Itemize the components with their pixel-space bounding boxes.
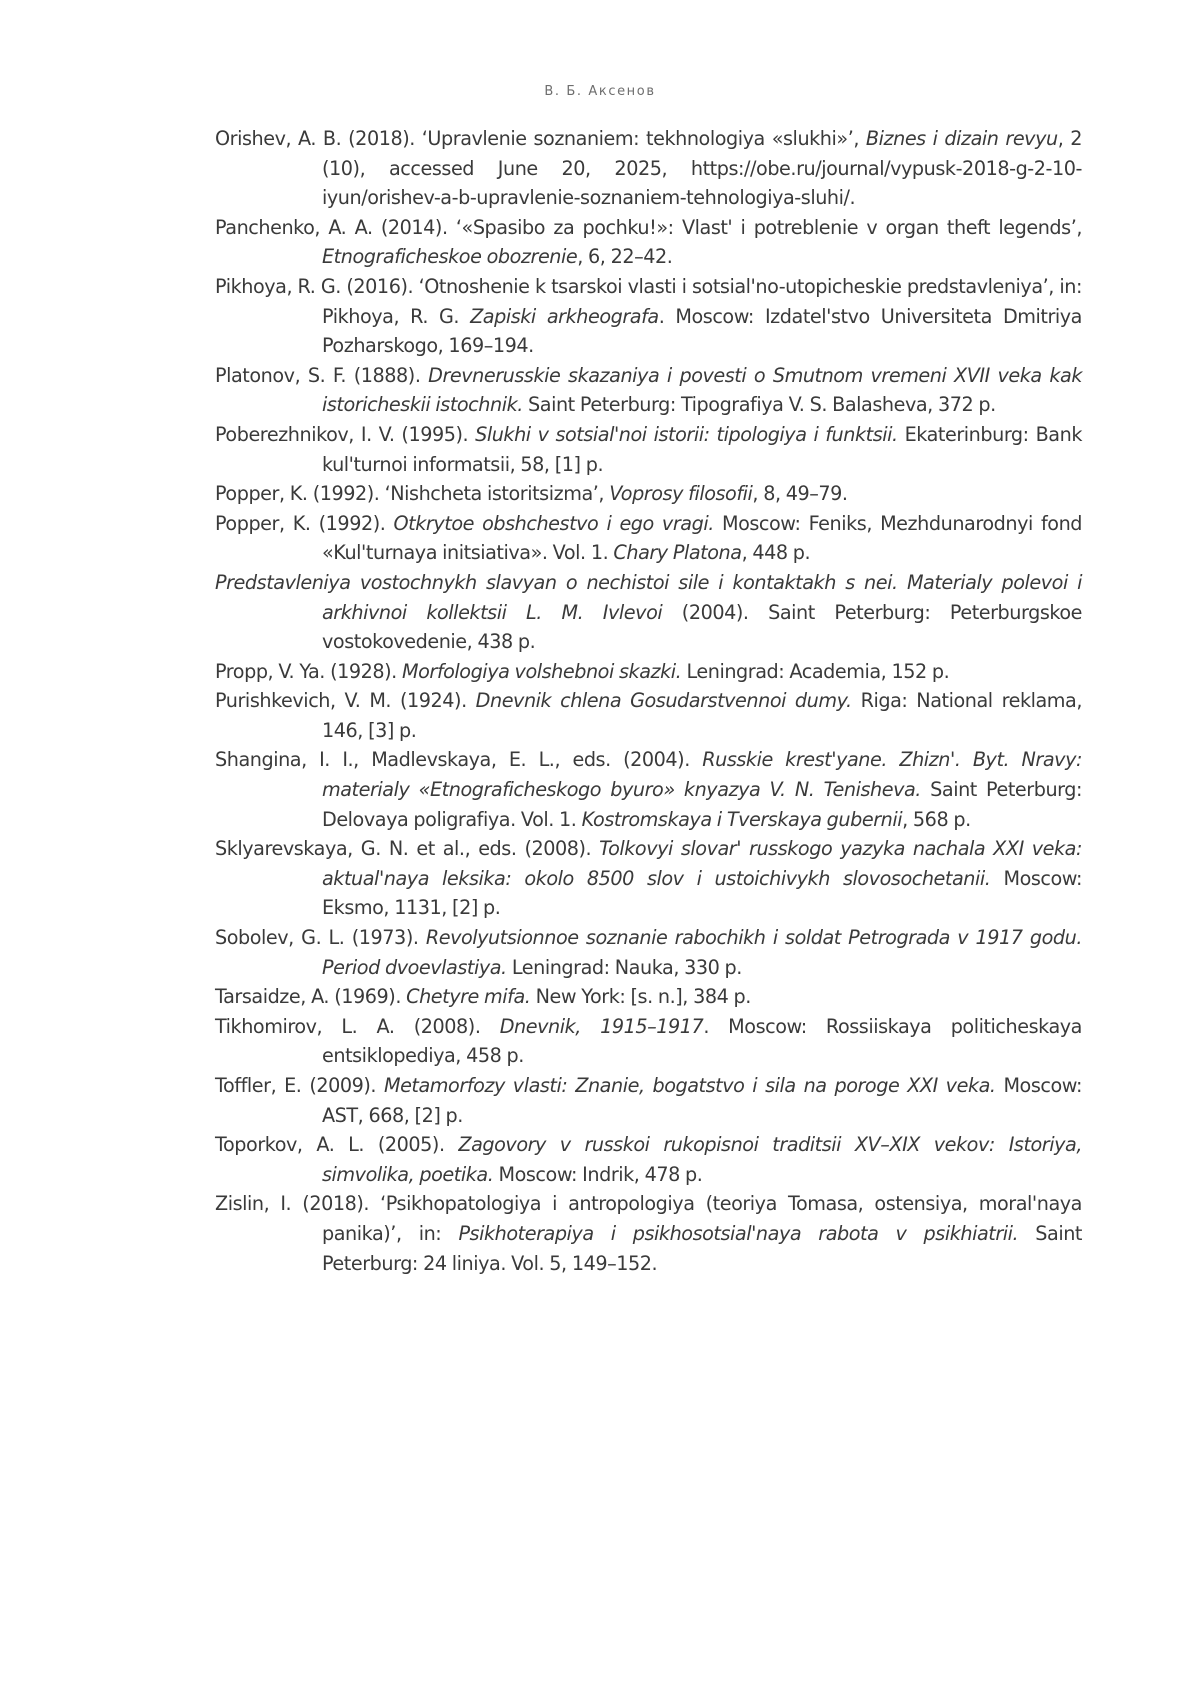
- reference-text: Riga: National reklama, 146, [3] p.: [322, 689, 1082, 742]
- reference-entry: [215, 834, 1082, 923]
- document-page: [0, 0, 1200, 1686]
- reference-title: Biznes i dizain revyu: [866, 127, 1058, 150]
- running-header: В. Б. Аксенов: [0, 84, 1200, 99]
- reference-title: Chary Platona: [613, 541, 741, 564]
- reference-title: Revolyutsionnoe soznanie rabochikh i soldat Petrograda v 1917 godu. Period dvoevlastiya.: [322, 926, 1082, 979]
- reference-text: Platonov, S. F. (1888).: [215, 364, 428, 387]
- reference-text: Tikhomirov, L. A. (2008).: [215, 1015, 500, 1038]
- reference-text: . Moscow: Izdatel'stvo Universiteta Dmitriya Pozharskogo, 169–194.: [322, 305, 1082, 358]
- reference-text: Toffler, E. (2009).: [215, 1074, 384, 1097]
- reference-entry: [215, 361, 1082, 420]
- reference-entry: [215, 124, 1082, 213]
- reference-title: Russkie krest'yane. Zhizn'. Byt. Nravy: materialy «Etnograficheskogo byuro» knyazya V. N. Tenisheva.: [322, 748, 1082, 801]
- reference-title: Drevnerusskie skazaniya i povesti o Smutnom vremeni XVII veka kak istoricheskii istochnik.: [322, 364, 1082, 417]
- reference-title: Tolkovyi slovar' russkogo yazyka nachala XXI veka: aktual'naya leksika: okolo 8500 slov i ustoichivykh slovosochetanii.: [322, 837, 1082, 890]
- reference-text: Popper, K. (1992). ‘Nishcheta istoritsizma’,: [215, 482, 609, 505]
- reference-title: Zapiski arkheografa: [470, 305, 659, 328]
- reference-text: Moscow: AST, 668, [2] p.: [322, 1074, 1082, 1127]
- reference-title: Otkrytoe obshchestvo i ego vragi.: [394, 512, 714, 535]
- reference-title: Predstavleniya vostochnykh slavyan o nechistoi sile i kontaktakh s nei. Materialy polevoi i arkhivnoi kollektsii L. M. Ivlevoi: [215, 571, 1082, 624]
- reference-text: Saint Peterburg: Delovaya poligrafiya. Vol. 1.: [322, 778, 1082, 831]
- reference-entry: [215, 686, 1082, 745]
- reference-title: Morfologiya volshebnoi skazki.: [402, 660, 681, 683]
- reference-text: Shangina, I. I., Madlevskaya, E. L., eds. (2004).: [215, 748, 702, 771]
- reference-text: Pikhoya, R. G. (2016). ‘Otnoshenie k tsarskoi vlasti i sotsial'no-utopicheskie predstavleniya’, in: Pikhoya, R. G.: [215, 275, 1082, 328]
- reference-title: Etnograficheskoe obozrenie: [322, 245, 577, 268]
- reference-text: Zislin, I. (2018). ‘Psikhopatologiya i antropologiya (teoriya Tomasa, ostensiya, moral'naya panika)’, in:: [215, 1192, 1082, 1245]
- reference-text: Orishev, A. B. (2018). ‘Upravlenie soznaniem: tekhnologiya «slukhi»’,: [215, 127, 866, 150]
- reference-entry: [215, 1071, 1082, 1130]
- reference-title: Dnevnik, 1915–1917: [500, 1015, 704, 1038]
- reference-text: Purishkevich, V. M. (1924).: [215, 689, 476, 712]
- reference-text: Sobolev, G. L. (1973).: [215, 926, 426, 949]
- reference-text: Tarsaidze, A. (1969).: [215, 985, 406, 1008]
- reference-title: Zagovory v russkoi rukopisnoi traditsii XV–XIX vekov: Istoriya, simvolika, poetika.: [322, 1133, 1082, 1186]
- reference-text: Poberezhnikov, I. V. (1995).: [215, 423, 475, 446]
- reference-text: , 6, 22–42.: [577, 245, 672, 268]
- reference-text: Sklyarevskaya, G. N. et al., eds. (2008).: [215, 837, 599, 860]
- reference-title: Voprosy filosofii: [609, 482, 752, 505]
- reference-text: , 568 p.: [902, 808, 971, 831]
- reference-entry: [215, 568, 1082, 657]
- reference-text: Leningrad: Academia, 152 p.: [681, 660, 949, 683]
- reference-text: Moscow: Feniks, Mezhdunarodnyi fond «Kul'turnaya initsiativa». Vol. 1.: [322, 512, 1082, 565]
- reference-list: [215, 124, 1082, 1278]
- reference-title: Psikhoterapiya i psikhosotsial'naya rabota v psikhiatrii.: [458, 1222, 1018, 1245]
- reference-text: , 2 (10), accessed June 20, 2025, https://obe.ru/journal/vypusk-2018-g-2-10-iyun/orishev-a-b-upravlenie-soznaniem-tehnologiya-sluhi/.: [322, 127, 1082, 209]
- reference-entry: [215, 420, 1082, 479]
- reference-text: Moscow: Indrik, 478 p.: [493, 1163, 702, 1186]
- reference-entry: [215, 1189, 1082, 1278]
- reference-text: , 8, 49–79.: [752, 482, 847, 505]
- reference-entry: [215, 745, 1082, 834]
- reference-text: Popper, K. (1992).: [215, 512, 394, 535]
- reference-text: Propp, V. Ya. (1928).: [215, 660, 402, 683]
- reference-text: Saint Peterburg: Tipografiya V. S. Balasheva, 372 p.: [523, 393, 996, 416]
- reference-text: Saint Peterburg: 24 liniya. Vol. 5, 149–152.: [322, 1222, 1082, 1275]
- reference-text: Toporkov, A. L. (2005).: [215, 1133, 458, 1156]
- reference-text: , 448 p.: [742, 541, 811, 564]
- reference-entry: [215, 479, 1082, 509]
- reference-text: Moscow: Eksmo, 1131, [2] p.: [322, 867, 1082, 920]
- reference-entry: [215, 982, 1082, 1012]
- reference-title: Chetyre mifa.: [406, 985, 530, 1008]
- reference-entry: [215, 657, 1082, 687]
- reference-entry: [215, 1130, 1082, 1189]
- reference-entry: [215, 213, 1082, 272]
- reference-text: Panchenko, A. A. (2014). ‘«Spasibo za pochku!»: Vlast' i potreblenie v organ theft legends’,: [215, 216, 1082, 239]
- reference-title: Slukhi v sotsial'noi istorii: tipologiya i funktsii.: [475, 423, 898, 446]
- reference-title: Metamorfozy vlasti: Znanie, bogatstvo i sila na poroge XXI veka.: [384, 1074, 996, 1097]
- reference-text: . Moscow: Rossiiskaya politicheskaya entsiklopediya, 458 p.: [322, 1015, 1082, 1068]
- reference-text: New York: [s. n.], 384 p.: [530, 985, 750, 1008]
- reference-title: Kostromskaya i Tverskaya gubernii: [582, 808, 903, 831]
- reference-entry: [215, 1012, 1082, 1071]
- reference-entry: [215, 509, 1082, 568]
- reference-text: Leningrad: Nauka, 330 p.: [507, 956, 742, 979]
- reference-entry: [215, 923, 1082, 982]
- reference-title: Dnevnik chlena Gosudarstvennoi dumy.: [476, 689, 852, 712]
- reference-text: Ekaterinburg: Bank kul'turnoi informatsii, 58, [1] p.: [322, 423, 1082, 476]
- reference-entry: [215, 272, 1082, 361]
- reference-text: (2004). Saint Peterburg: Peterburgskoe vostokovedenie, 438 p.: [322, 601, 1082, 654]
